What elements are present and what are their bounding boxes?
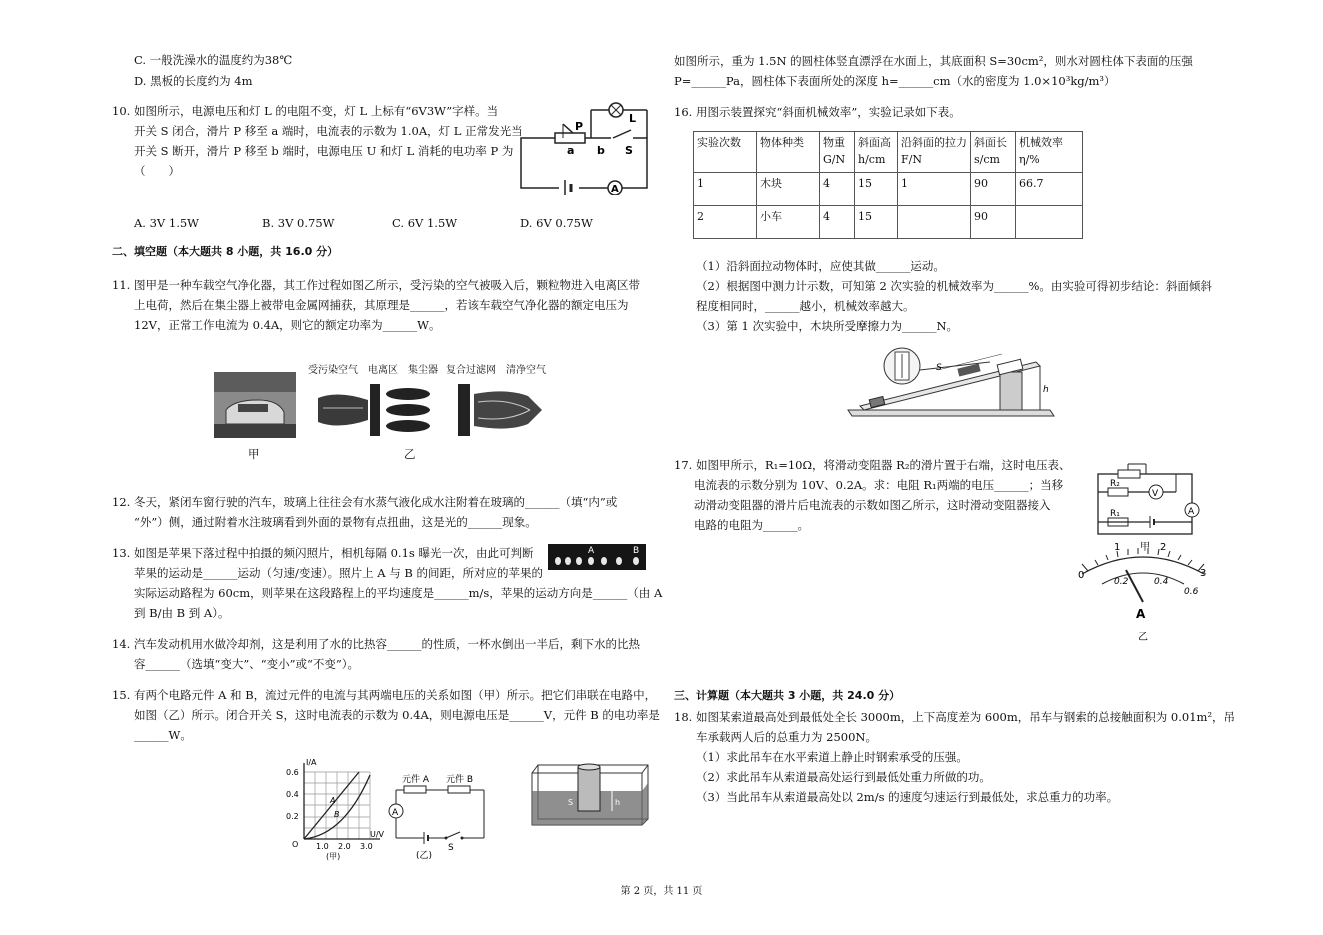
q13-strobe-photo: [548, 544, 646, 570]
table-cell: 15: [855, 206, 898, 239]
table-cell: 1: [898, 173, 971, 206]
q12-line: 12. 冬天，紧闭车窗行驶的汽车，玻璃上往往会有水蒸气液化成水注附着在玻璃的______（填“内”或: [112, 495, 618, 509]
q16-subquestion: （2）根据图中测力计示数，可知第 2 次实验的机械效率为______%。由实验可得初步结论：斜面倾斜: [696, 279, 1212, 293]
q16-data-table: [693, 131, 1083, 239]
q15-graph-ytick: 0.2: [286, 812, 299, 821]
q17-line: 电流表的示数分别为 10V、0.2A。求：电阻 R₁两端的电压______；当移: [694, 478, 1064, 492]
q15-switch-label: S: [448, 843, 454, 853]
q15-graph-curve-label: A: [330, 796, 336, 805]
table-header-cell: 物重G/N: [820, 132, 855, 173]
tank-s-label: S: [568, 798, 574, 807]
section-2-heading: 二、填空题（本大题共 8 小题，共 16.0 分）: [112, 245, 339, 258]
table-cell: [898, 206, 971, 239]
table-cell: 小车: [757, 206, 820, 239]
table-header-cell: 实验次数: [694, 132, 757, 173]
svg-text:S: S: [625, 144, 633, 157]
q15-graph-ytick: 0.6: [286, 768, 299, 777]
svg-text:A: A: [611, 184, 619, 195]
top-question-line: P=______Pa，圆柱体下表面所处的深度 h=______cm（水的密度为 1.0×10³kg/m³）: [674, 74, 1116, 88]
q15-graph-xtick: 3.0: [360, 842, 373, 851]
table-row: [694, 173, 1083, 206]
dial-big-label: 1: [1114, 542, 1121, 553]
q15-graph-xlabel: U/V: [370, 830, 385, 839]
q10-option: B. 3V 0.75W: [262, 216, 335, 230]
table-cell: 木块: [757, 173, 820, 206]
top-question-line: 如图所示，重为 1.5N 的圆柱体竖直漂浮在水面上，其底面积 S=30cm²，则水对圆柱体下表面的压强: [674, 54, 1193, 68]
q15-graph-xtick: 2.0: [338, 842, 351, 851]
q15-graph-curve-label: B: [334, 810, 340, 819]
page-footer: 第 2 页，共 11 页: [620, 886, 703, 897]
q14-line: 容______（选填“变大”、“变小”或“不变”）。: [134, 657, 360, 671]
q17-ammeter-dial: [1068, 540, 1218, 645]
q17-line: 17. 如图甲所示，R₁=10Ω，将滑动变阻器 R₂的滑片置于右端，这时电压表、: [674, 458, 1071, 472]
q18-subquestion: （2）求此吊车从索道最高处运行到最低处重力所做的功。: [696, 770, 991, 784]
q11-caption: 甲: [248, 447, 260, 461]
table-cell: 4: [820, 206, 855, 239]
q13-point-label: A: [588, 546, 595, 556]
dial-small-label: 0.4: [1154, 577, 1169, 587]
q11-label: 受污染空气: [308, 365, 358, 376]
q16-subquestion: （1）沿斜面拉动物体时，应使其做______运动。: [696, 259, 945, 273]
q11-label: 集尘器: [408, 365, 438, 376]
dial-small-label: 0.2: [1114, 577, 1129, 587]
svg-text:L: L: [629, 112, 637, 125]
q17-r1-label: R₁: [1110, 509, 1120, 519]
dial-caption: 乙: [1138, 632, 1148, 643]
q10-line: 开关 S 断开，滑片 P 移至 b 端时，电源电压 U 和灯 L 消耗的电功率 P 为: [134, 144, 514, 158]
dial-big-label: 0: [1078, 570, 1085, 581]
q15-element-label: 元件 A: [402, 775, 430, 785]
q10-option: A. 3V 1.5W: [134, 216, 200, 230]
q16-subquestion: 程度相同时，______越小，机械效率越大。: [696, 299, 915, 313]
q18-line: 18. 如图某索道最高处到最低处全长 3000m，上下高度差为 600m，吊车与钢索的总接触面积为 0.01m²，吊: [674, 710, 1236, 724]
svg-text:b: b: [597, 144, 605, 157]
q15-line: ______W。: [134, 728, 192, 742]
q11-line: 11. 图甲是一种车载空气净化器，其工作过程如图乙所示，受污染的空气被吸入后，颗粒物进入电离区带: [112, 278, 640, 292]
q16-incline-apparatus: [840, 344, 1062, 424]
table-header-cell: 沿斜面的拉力F/N: [898, 132, 971, 173]
table-cell: 4: [820, 173, 855, 206]
q11-line: 上电荷，然后在集尘器上被带电金属网捕获，其原理是______，若该车载空气净化器的额定电压为: [134, 298, 629, 312]
q10-option: D. 6V 0.75W: [520, 216, 593, 230]
q16-subquestion: （3）第 1 次实验中，木块所受摩擦力为______N。: [696, 319, 959, 333]
q10-circuit-diagram: [515, 100, 655, 195]
q15-graph-origin: O: [292, 840, 299, 849]
tank-h-label: h: [615, 798, 621, 807]
ramp-s-label: S: [936, 363, 942, 373]
q16-line: 16. 用图示装置探究“斜面机械效率”，实验记录如下表。: [674, 105, 961, 119]
q13-line: 苹果的运动是______运动（匀速/变速）。照片上 A 与 B 的间距，所对应的苹果的: [134, 566, 543, 580]
q9-option-d: D. 黑板的长度约为 4m: [134, 74, 253, 88]
q9-option-c: C. 一般洗澡水的温度约为38℃: [134, 53, 293, 67]
q15-graph-caption: (甲): [326, 852, 341, 861]
q14-line: 14. 汽车发动机用水做冷却剂，这是利用了水的比热容______的性质，一杯水倒出一半后，剩下水的比热: [112, 637, 640, 651]
q15-line: 如图（乙）所示。闭合开关 S，这时电流表的示数为 0.4A，则电源电压是______V，元件 B 的电功率是: [134, 708, 660, 722]
q11-purifier-diagram: [318, 380, 550, 440]
table-cell: 1: [694, 173, 757, 206]
table-cell: 15: [855, 173, 898, 206]
q10-line: 10. 如图所示，电源电压和灯 L 的电阻不变，灯 L 上标有“6V3W”字样。当: [112, 104, 499, 118]
q11-label: 复合过滤网: [446, 365, 496, 376]
q11-label: 电离区: [368, 365, 398, 376]
ramp-h-label: h: [1043, 385, 1049, 395]
q15-circuit-caption: (乙): [416, 851, 433, 861]
table-header-cell: 机械效率η/%: [1016, 132, 1083, 173]
dial-small-label: 0.6: [1184, 587, 1199, 597]
q11-label: 清净空气: [506, 365, 546, 376]
q18-line: 车承载两人后的总重力为 2500N。: [696, 730, 877, 744]
q18-subquestion: （1）求此吊车在水平索道上静止时钢索承受的压强。: [696, 750, 968, 764]
floating-cylinder-tank: [530, 755, 652, 827]
table-header-cell: 物体种类: [757, 132, 820, 173]
q17-ammeter-label: A: [1188, 507, 1195, 517]
dial-big-label: 3: [1200, 568, 1207, 579]
table-cell: 2: [694, 206, 757, 239]
dial-unit-label: A: [1136, 607, 1146, 621]
section-3-heading: 三、计算题（本大题共 3 小题，共 24.0 分）: [674, 689, 901, 702]
svg-text:A: A: [392, 808, 399, 818]
table-cell: [1016, 206, 1083, 239]
table-cell: 90: [971, 206, 1016, 239]
q15-graph-ytick: 0.4: [286, 790, 299, 799]
q17-voltmeter-label: V: [1152, 489, 1159, 499]
q15-element-label: 元件 B: [446, 775, 474, 785]
q10-line: （ ）: [134, 164, 180, 178]
q11-car-purifier-photo: [214, 372, 296, 438]
q10-option: C. 6V 1.5W: [392, 216, 458, 230]
q15-series-circuit: [384, 770, 490, 862]
q17-r2-label: R₂: [1110, 479, 1120, 489]
q13-line: 13. 如图是苹果下落过程中拍摄的频闪照片，相机每隔 0.1s 曝光一次，由此可判断: [112, 546, 534, 560]
q12-line: “外”）侧，通过附着水注玻璃看到外面的景物有点扭曲，这是光的______现象。: [134, 515, 537, 529]
svg-text:P: P: [575, 120, 584, 133]
q18-subquestion: （3）当此吊车从索道最高处以 2m/s 的速度匀速运行到最低处，求总重力的功率。: [696, 790, 1119, 804]
q13-line: 到 B/由 B 到 A）。: [134, 606, 230, 620]
q15-graph-xtick: 1.0: [316, 842, 329, 851]
q11-line: 12V，正常工作电流为 0.4A，则它的额定功率为______W。: [134, 318, 441, 332]
svg-text:a: a: [567, 144, 575, 157]
q15-iv-graph: [284, 755, 394, 865]
q15-graph-ylabel: I/A: [306, 758, 317, 767]
table-row: [694, 206, 1083, 239]
q10-line: 开关 S 闭合，滑片 P 移至 a 端时，电流表的示数为 1.0A，灯 L 正常发光当: [134, 124, 523, 138]
table-header-cell: 斜面长s/cm: [971, 132, 1016, 173]
q15-line: 15. 有两个电路元件 A 和 B，流过元件的电流与其两端电压的关系如图（甲）所示。把它们串联在电路中，: [112, 688, 657, 702]
q17-circuit-caption: 甲: [1140, 542, 1150, 552]
q17-line: 动滑动变阻器的滑片后电流表的示数如图乙所示，这时滑动变阻器接入: [694, 498, 1051, 512]
q17-line: 电路的电阻为______。: [694, 518, 809, 532]
dial-big-label: 2: [1160, 542, 1167, 553]
table-header-row: [694, 132, 1083, 173]
table-cell: 66.7: [1016, 173, 1083, 206]
q11-caption: 乙: [404, 447, 416, 461]
q17-circuit-diagram: [1092, 462, 1202, 552]
table-cell: 90: [971, 173, 1016, 206]
q13-point-label: B: [633, 546, 640, 556]
table-header-cell: 斜面高h/cm: [855, 132, 898, 173]
q13-line: 实际运动路程为 60cm，则苹果在这段路程上的平均速度是______m/s，苹果的运动方向是______（由 A: [134, 586, 663, 600]
